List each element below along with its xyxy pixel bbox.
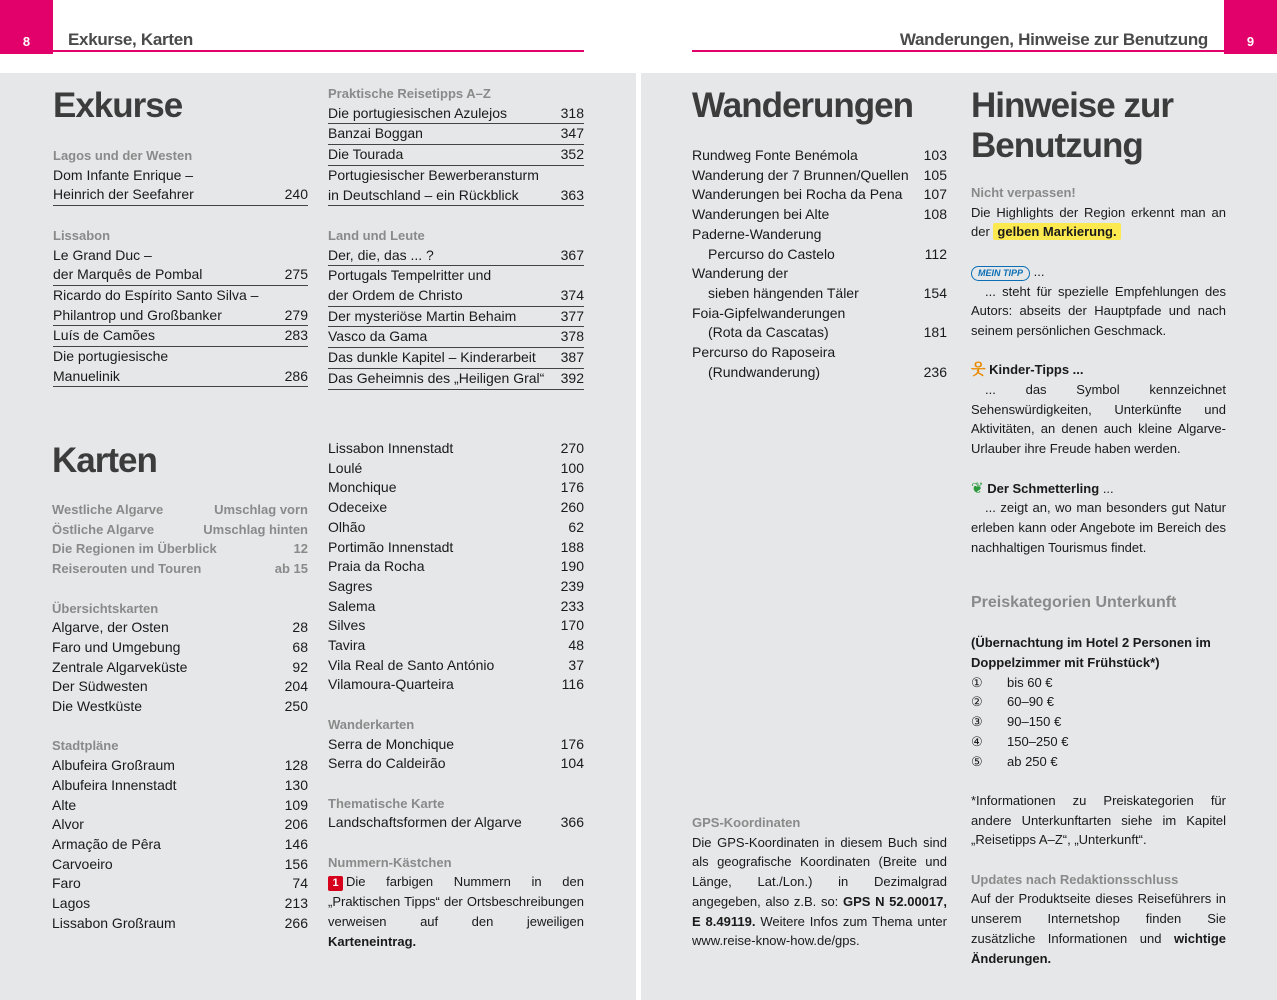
exkurse-column-1 xyxy=(53,86,308,387)
mein-tipp-icon: MEIN TIPP xyxy=(971,266,1030,281)
page-ref: 374 xyxy=(560,287,584,304)
karten-column-1 xyxy=(52,441,308,933)
price-label: 60–90 € xyxy=(1007,694,1054,710)
entry-title: Vasco da Gama xyxy=(328,328,428,345)
hinweise-column xyxy=(971,86,1226,968)
page-ref: 37 xyxy=(568,656,584,673)
map-label: Faro xyxy=(52,875,81,892)
price-label: bis 60 € xyxy=(1007,674,1053,690)
walk-title: (Rota da Cascatas) xyxy=(708,324,829,341)
map-label: Loulé xyxy=(328,459,363,476)
toc-row xyxy=(53,367,308,387)
subheading-thematische-karte: Thematische Karte xyxy=(328,795,445,811)
tipp-dots: ... xyxy=(1033,263,1045,279)
butterfly-icon: ❦ xyxy=(971,479,984,497)
entry-title: Banzai Boggan xyxy=(328,125,423,142)
map-label: Die Regionen im Überblick xyxy=(52,541,217,557)
page-ref: 154 xyxy=(923,284,947,301)
subheading-stadtplaene: Stadtpläne xyxy=(52,738,119,754)
page-ref: 92 xyxy=(292,658,308,675)
exkurse-column-2 xyxy=(328,84,584,390)
map-entry xyxy=(52,677,308,697)
page-ref: 156 xyxy=(284,855,308,872)
page-ref: 176 xyxy=(560,735,584,752)
map-entry xyxy=(328,813,584,833)
page-ref: 107 xyxy=(923,186,947,203)
map-label: Zentrale Algarveküste xyxy=(52,658,188,675)
nicht-verpassen-text xyxy=(971,203,1226,242)
spacer xyxy=(328,206,584,226)
number-badge-icon: 1 xyxy=(328,876,343,891)
map-label: Reiserouten und Touren xyxy=(52,561,202,577)
page-ref: 260 xyxy=(560,499,584,516)
map-entry xyxy=(328,597,584,617)
map-entry xyxy=(328,616,584,636)
page-ref: 190 xyxy=(560,558,584,575)
map-entry xyxy=(52,914,308,934)
page-ref: 128 xyxy=(284,757,308,774)
map-entry xyxy=(52,520,308,540)
price-symbol: ③ xyxy=(971,714,983,730)
section-title-karten: Karten xyxy=(52,441,157,480)
entry-title: Dom Infante Enrique – xyxy=(53,166,194,183)
map-label: Monchique xyxy=(328,479,397,496)
map-label: Albufeira Großraum xyxy=(52,757,175,774)
toc-entry xyxy=(328,166,584,206)
map-entry xyxy=(52,658,308,678)
map-entry xyxy=(52,855,308,875)
page-ref: 181 xyxy=(923,324,947,341)
map-label: Albufeira Innenstadt xyxy=(52,776,177,793)
page-ref: Umschlag vorn xyxy=(214,502,308,517)
toc-row xyxy=(53,265,308,285)
entry-title: Portugiesischer Bewerberansturm xyxy=(328,166,539,183)
page-ref: 377 xyxy=(560,307,584,324)
page-ref: 104 xyxy=(560,755,584,772)
walk-title: Paderne-Wanderung xyxy=(692,225,822,242)
toc-entry xyxy=(328,246,584,267)
map-entry xyxy=(328,498,584,518)
toc-entry xyxy=(328,145,584,166)
toc-row xyxy=(328,246,584,266)
toc-row xyxy=(53,306,308,326)
page-ref: 270 xyxy=(560,440,584,456)
header-rule-right xyxy=(692,50,1224,52)
entry-title: Heinrich der Seefahrer xyxy=(53,186,194,203)
toc-entry xyxy=(328,104,584,125)
entry-title: der Ordem de Christo xyxy=(328,287,463,304)
map-label: Algarve, der Osten xyxy=(52,619,169,636)
page-ref: 236 xyxy=(923,363,947,380)
page-ref: 188 xyxy=(560,538,584,555)
map-entry xyxy=(328,439,584,459)
map-entry xyxy=(328,538,584,558)
map-entry xyxy=(328,577,584,597)
running-head-left: Exkurse, Karten xyxy=(68,30,193,49)
toc-row xyxy=(328,145,584,165)
map-label: Serra do Caldeirão xyxy=(328,755,446,772)
walk-row xyxy=(692,363,947,383)
page-ref: 130 xyxy=(284,776,308,793)
toc-entry xyxy=(53,166,308,206)
subheading-nummern-kaestchen: Nummern-Kästchen xyxy=(328,854,452,870)
page-ref: 239 xyxy=(560,577,584,594)
kinder-text: ... das Symbol kennzeichnet Sehenswürdigkeiten, Unterkünfte und Aktivitäten, an denen auch kleine Algarve-Urlauber ihre Freude haben werden. xyxy=(971,382,1226,457)
section-title-exkurse: Exkurse xyxy=(53,86,183,125)
page-number-tab-left xyxy=(0,0,53,54)
preis-note: *Informationen zu Preiskategorien für andere Unterkunftarten siehe im Kapitel „Reisetipps A–Z“, „Unterkunft“. xyxy=(971,792,1226,848)
nummern-text xyxy=(328,872,584,951)
toc-row xyxy=(328,124,584,144)
map-label: Salema xyxy=(328,597,376,614)
map-label: Faro und Umgebung xyxy=(52,638,181,655)
header-rule-left xyxy=(53,50,584,52)
updates-text xyxy=(971,889,1226,968)
updates-body: Auf der Produktseite dieses Reiseführers in unserem Internetshop finden Sie zusätzliche Informationen und xyxy=(971,891,1226,946)
schmetterling-text: ... zeigt an, wo man besonders gut Natur erleben kann oder Angebote im Bereich des nachhaltigen Tourismus findet. xyxy=(971,500,1226,555)
subheading-gps: GPS-Koordinaten xyxy=(692,815,801,830)
schmetterling-label: Der Schmetterling xyxy=(987,480,1100,496)
entry-title: Das Geheimnis des „Heiligen Gral“ xyxy=(328,369,545,386)
price-label: 90–150 € xyxy=(1007,714,1062,730)
toc-entry xyxy=(328,327,584,348)
preis-subtitle: (Übernachtung im Hotel 2 Personen im Doppelzimmer mit Frühstück*) xyxy=(971,635,1211,671)
walk-row xyxy=(692,205,947,225)
gps-text-1: Die GPS-Koordinaten in diesem Buch sind als geografische Koordinaten (Breite und Länge, Lat./Lon.) in Dezimalgrad angegeben, also z.B. so: xyxy=(692,834,947,909)
subheading: Land und Leute xyxy=(328,227,425,243)
mein-tipp-text: ... steht für spezielle Empfehlungen des Autors: abseits der Hauptpfade und nach seinem persönlichen Geschmack. xyxy=(971,283,1226,338)
page-ref: 250 xyxy=(284,698,308,715)
page-ref: 367 xyxy=(560,246,584,263)
subheading: Lagos und der Westen xyxy=(53,148,193,163)
price-category xyxy=(971,712,1226,732)
toc-row xyxy=(328,348,584,368)
subheading-preiskategorien: Preiskategorien Unterkunft xyxy=(971,594,1177,612)
page-ref: 347 xyxy=(560,125,584,142)
page-ref: 283 xyxy=(284,327,308,344)
map-entry xyxy=(328,518,584,538)
toc-row xyxy=(328,104,584,124)
walk-row xyxy=(692,185,947,205)
entry-title: der Marquês de Pombal xyxy=(53,266,203,283)
kinder-label: Kinder-Tipps ... xyxy=(989,362,1084,378)
toc-entry xyxy=(328,369,584,390)
map-entry xyxy=(328,656,584,676)
map-label: Armação de Pêra xyxy=(52,835,161,852)
map-label: Portimão Innenstadt xyxy=(328,538,454,555)
page-ref: 48 xyxy=(568,637,584,654)
walk-title: Rundweg Fonte Benémola xyxy=(692,147,858,163)
page-ref: 170 xyxy=(560,617,584,634)
map-label: Westliche Algarve xyxy=(52,502,164,517)
map-label: Vilamoura-Quarteira xyxy=(328,676,454,693)
page-ref: 28 xyxy=(292,619,308,636)
schmetterling-line xyxy=(971,479,1226,499)
gps-text-2: Weitere Infos zum Thema unter www.reise-know-how.de/gps. xyxy=(692,913,947,949)
title-line-2: Benutzung xyxy=(971,126,1143,165)
price-category xyxy=(971,752,1226,772)
page-ref: 318 xyxy=(560,104,584,121)
map-label: Östliche Algarve xyxy=(52,521,155,537)
kinder-tipps-line xyxy=(971,360,1226,380)
page-ref: 363 xyxy=(560,186,584,203)
map-entry xyxy=(328,675,584,695)
page-ref: 213 xyxy=(284,895,308,912)
page-number: 9 xyxy=(1246,34,1255,49)
map-label: Sagres xyxy=(328,577,373,594)
entry-title: Die portugiesische xyxy=(53,348,169,365)
highlight-marker: gelben Markierung. xyxy=(993,223,1120,240)
toc-entry xyxy=(328,124,584,145)
map-entry xyxy=(52,894,308,914)
entry-title: Der, die, das ... ? xyxy=(328,246,434,263)
price-symbol: ⑤ xyxy=(971,753,983,769)
kinder-icon: 웃 xyxy=(971,361,986,379)
subheading-updates: Updates nach Redaktionsschluss xyxy=(971,871,1179,887)
entry-title: Philantrop und Großbanker xyxy=(53,306,222,323)
mein-tipp-line xyxy=(971,262,1226,282)
map-label: Serra de Monchique xyxy=(328,735,455,752)
map-label: Lissabon Großraum xyxy=(52,914,176,931)
subheading-wanderkarten: Wanderkarten xyxy=(328,716,415,732)
toc-entry xyxy=(328,348,584,369)
page-ref: 279 xyxy=(284,306,308,323)
map-label: Silves xyxy=(328,617,366,634)
walk-title: Percurso do Raposeira xyxy=(692,344,836,361)
map-entry xyxy=(52,559,308,579)
map-label: Tavira xyxy=(328,637,366,654)
entry-title: Die Tourada xyxy=(328,146,404,163)
subheading: Praktische Reisetipps A–Z xyxy=(328,86,491,101)
running-head-right: Wanderungen, Hinweise zur Benutzung xyxy=(899,30,1208,49)
page-ref: 275 xyxy=(284,266,308,283)
page-ref: 352 xyxy=(560,146,584,163)
map-entry xyxy=(52,835,308,855)
toc-entry xyxy=(53,286,308,326)
walk-title: Percurso do Castelo xyxy=(708,245,835,262)
map-entry xyxy=(52,756,308,776)
map-entry xyxy=(52,618,308,638)
map-entry xyxy=(52,697,308,717)
toc-row xyxy=(53,326,308,346)
map-entry xyxy=(52,500,308,520)
map-label: Carvoeiro xyxy=(52,855,113,872)
nummern-bold: Karteneintrag. xyxy=(328,933,417,949)
subheading-nicht-verpassen: Nicht verpassen! xyxy=(971,185,1076,200)
entry-title: Ricardo do Espírito Santo Silva – xyxy=(53,286,259,303)
walk-row xyxy=(692,284,947,304)
page-ref: 176 xyxy=(560,479,584,496)
page-ref: 109 xyxy=(284,796,308,813)
page-ref: 392 xyxy=(560,369,584,386)
subheading-uebersichtskarten: Übersichtskarten xyxy=(52,600,159,616)
map-label: Praia da Rocha xyxy=(328,558,425,575)
nicht-text: Die Highlights der Region erkennt man an der xyxy=(971,204,1226,240)
price-symbol: ④ xyxy=(971,733,983,749)
entry-title: Le Grand Duc – xyxy=(53,246,152,263)
page-ref: ab 15 xyxy=(274,561,308,577)
walk-row xyxy=(692,245,947,265)
map-entry xyxy=(328,636,584,656)
price-symbol: ② xyxy=(971,694,983,710)
price-label: 150–250 € xyxy=(1007,733,1069,749)
price-label: ab 250 € xyxy=(1007,753,1058,769)
page-ref: 68 xyxy=(292,638,308,655)
page-ref: 233 xyxy=(560,597,584,614)
map-label: Landschaftsformen der Algarve xyxy=(328,814,522,831)
page-ref: 12 xyxy=(293,541,308,557)
price-category xyxy=(971,732,1226,752)
map-label: Alvor xyxy=(52,816,84,833)
spacer xyxy=(53,206,308,226)
entry-title: Manuelinik xyxy=(53,367,120,384)
page-ref: 105 xyxy=(923,166,947,183)
walk-row xyxy=(692,323,947,343)
page-ref: 240 xyxy=(284,186,308,203)
schmetterling-dots: ... xyxy=(1102,480,1114,496)
page-ref: 116 xyxy=(561,676,584,693)
book-gutter xyxy=(636,73,641,1000)
karten-column-2 xyxy=(328,439,584,951)
map-label: Olhão xyxy=(328,518,366,535)
price-category xyxy=(971,692,1226,712)
page-ref: 204 xyxy=(284,678,308,695)
walk-title: (Rundwanderung) xyxy=(708,363,821,380)
map-entry xyxy=(328,557,584,577)
toc-row xyxy=(328,186,584,206)
gps-example: GPS N 52.00017, E 8.49119. xyxy=(692,893,947,929)
nummern-body: Die farbigen Nummern in den „Praktischen Tipps“ der Ortsbeschreibungen verweisen auf den jeweiligen xyxy=(328,874,584,929)
walk-title: Wanderung der xyxy=(692,265,788,282)
section-title-wanderungen: Wanderungen xyxy=(692,86,914,125)
page-ref: 387 xyxy=(560,349,584,366)
map-label: Die Westküste xyxy=(52,698,142,715)
page-ref: 103 xyxy=(923,147,947,163)
map-entry xyxy=(328,754,584,774)
price-symbol: ① xyxy=(971,674,983,690)
entry-title: Portugals Tempelritter und xyxy=(328,267,492,284)
page-ref: Umschlag hinten xyxy=(203,521,308,537)
map-label: Lissabon Innenstadt xyxy=(328,440,454,456)
toc-entry xyxy=(328,307,584,328)
map-label: Vila Real de Santo António xyxy=(328,656,495,673)
entry-title: Luís de Camões xyxy=(53,327,155,344)
toc-entry xyxy=(53,246,308,286)
price-category xyxy=(971,673,1226,693)
page-ref: 74 xyxy=(292,875,308,892)
map-entry xyxy=(52,638,308,658)
walk-title: sieben hängenden Täler xyxy=(708,284,859,301)
map-entry xyxy=(328,478,584,498)
toc-row xyxy=(53,185,308,205)
walk-title: Wanderungen bei Alte xyxy=(692,206,830,223)
map-entry xyxy=(52,539,308,559)
page-ref: 146 xyxy=(284,835,308,852)
map-entry xyxy=(328,459,584,479)
walk-title: Wanderung der 7 Brunnen/Quellen xyxy=(692,166,909,183)
page-ref: 100 xyxy=(560,459,584,476)
map-entry xyxy=(52,776,308,796)
toc-entry xyxy=(53,326,308,347)
wanderungen-column xyxy=(692,86,947,382)
page-ref: 62 xyxy=(568,518,584,535)
page-ref: 378 xyxy=(560,328,584,345)
entry-title: Der mysteriöse Martin Behaim xyxy=(328,307,517,324)
gps-text xyxy=(692,833,947,951)
toc-row xyxy=(328,369,584,389)
page-ref: 206 xyxy=(284,816,308,833)
page-number: 8 xyxy=(22,34,31,49)
map-label: Lagos xyxy=(52,895,91,912)
walk-title: Foia-Gipfelwanderungen xyxy=(692,304,846,321)
subheading: Lissabon xyxy=(53,227,111,243)
walk-row xyxy=(692,166,947,186)
walk-title: Wanderungen bei Rocha da Pena xyxy=(692,186,903,203)
updates-bold: wichtige Änderungen. xyxy=(971,930,1226,966)
map-entry xyxy=(52,874,308,894)
map-entry xyxy=(52,815,308,835)
entry-title: Das dunkle Kapitel – Kinderarbeit xyxy=(328,349,536,366)
page-ref: 266 xyxy=(284,914,308,931)
map-entry xyxy=(52,796,308,816)
toc-row xyxy=(328,286,584,306)
toc-entry xyxy=(53,347,308,387)
toc-row xyxy=(328,327,584,347)
map-label: Odeceixe xyxy=(328,499,388,516)
entry-title: Die portugiesischen Azulejos xyxy=(328,104,507,121)
map-label: Der Südwesten xyxy=(52,678,148,695)
title-line-1: Hinweise zur xyxy=(971,86,1173,125)
entry-title: in Deutschland – ein Rückblick xyxy=(328,186,519,203)
toc-entry xyxy=(328,266,584,306)
page-number-tab-right xyxy=(1224,0,1277,54)
page-ref: 108 xyxy=(923,206,947,223)
walk-row xyxy=(692,146,947,166)
gps-block xyxy=(692,813,947,951)
map-entry xyxy=(328,735,584,755)
toc-row xyxy=(328,307,584,327)
page-ref: 366 xyxy=(560,814,584,831)
map-label: Alte xyxy=(52,796,77,813)
section-title-hinweise xyxy=(971,86,1226,166)
page-ref: 112 xyxy=(924,245,947,262)
page-ref: 286 xyxy=(284,367,308,384)
